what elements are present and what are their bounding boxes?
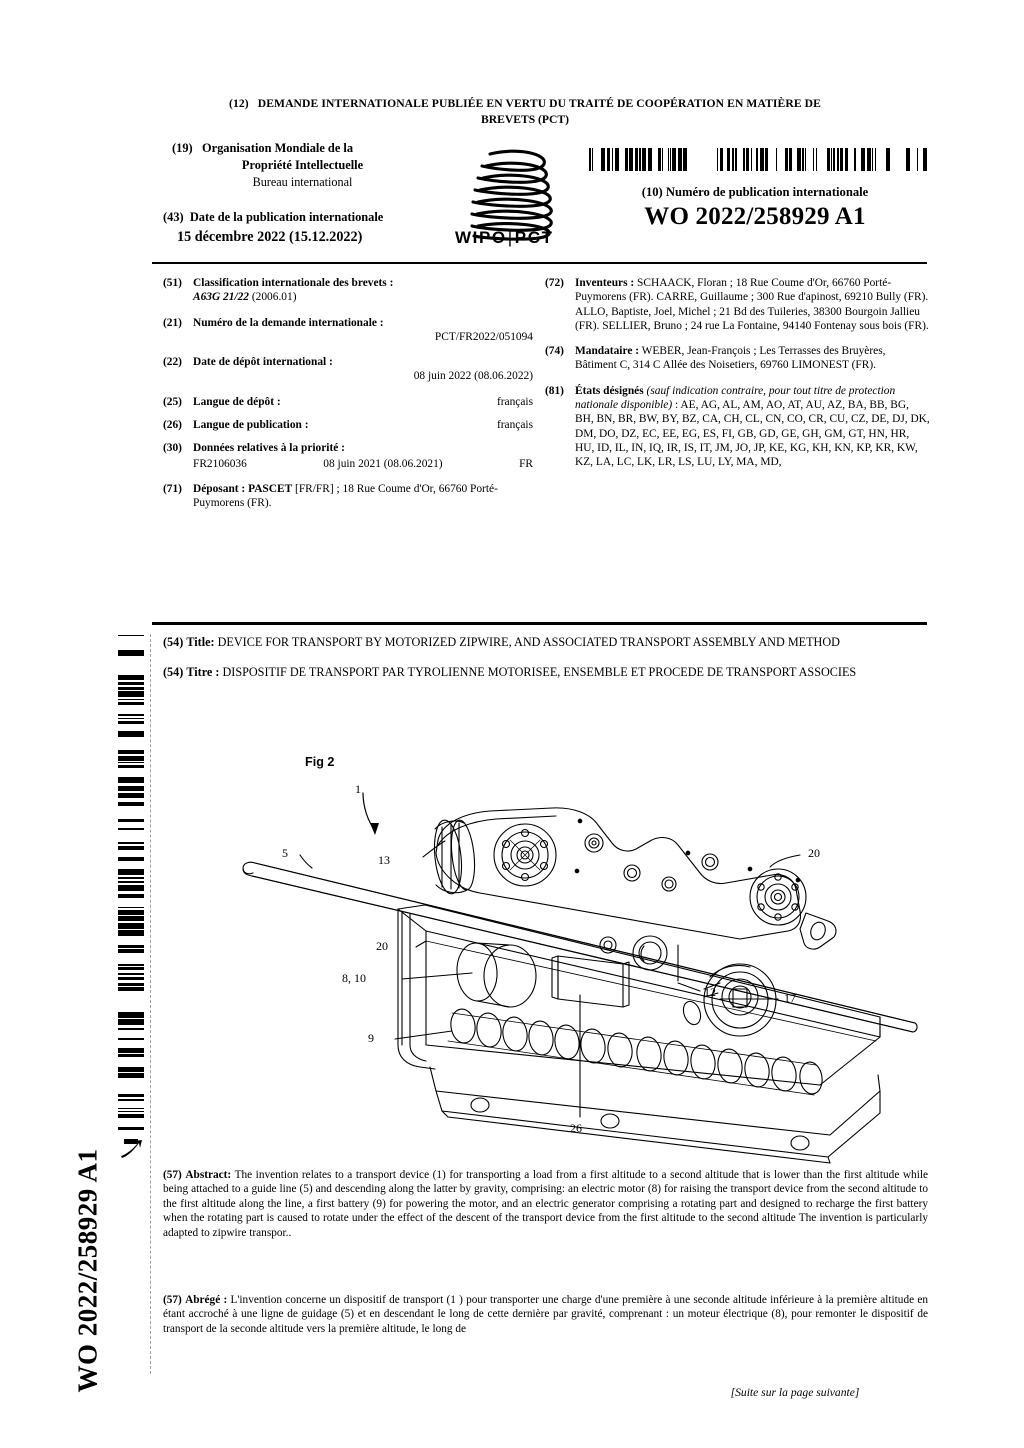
field-25-label: Langue de dépôt : [193, 395, 281, 408]
pct-word: PCT [514, 228, 554, 247]
figure-ref-26: 26 [570, 1121, 582, 1135]
abstract-french-number: (57) [163, 1294, 182, 1306]
field-72-label: Inventeurs : [575, 277, 635, 289]
vertical-publication-number: WO 2022/258929 A1 [72, 1148, 103, 1393]
field-30-label: Données relatives à la priorité : [193, 442, 345, 455]
field-74-label: Mandataire : [575, 345, 640, 358]
field-30-priority-date: 08 juin 2021 (08.06.2021) [323, 457, 443, 470]
field-81-designated-states [545, 384, 930, 470]
field-26-number: (26) [163, 419, 182, 432]
figure-ref-1: 1 [355, 782, 361, 796]
figure-ref-20-left: 20 [376, 939, 388, 953]
organisation-name-part1: Organisation Mondiale de la [201, 141, 354, 155]
field-71-number: (71) [163, 482, 182, 495]
wipo-pct-wordmark [455, 228, 585, 248]
field-51-ipc-version: (2006.01) [251, 291, 297, 304]
field-51-classification [163, 276, 533, 305]
field-51-number: (51) [163, 277, 182, 289]
field-71-applicant-address: [FR/FR] ; 18 Rue Coume d'Or, 66760 Porté-Puymorens (FR). [193, 482, 498, 510]
field-74-agent [545, 344, 930, 373]
field-81-colon: : [675, 399, 681, 412]
organisation-name-part2: Propriété Intellectuelle [241, 158, 364, 172]
title-french [163, 664, 928, 681]
field-25-value: français [496, 395, 533, 408]
wipo-word: WIPO [455, 228, 507, 247]
publication-date-value: 15 décembre 2022 (15.12.2022) [177, 229, 363, 245]
figure-ref-13: 13 [378, 853, 390, 867]
figure-ref-17: 17 [784, 991, 796, 1005]
publication-header-line2: BREVETS (PCT) [481, 113, 569, 126]
abstract-english-label: Abstract: [185, 1169, 232, 1181]
field-26-value: français [496, 419, 533, 432]
field-21-label: Numéro de la demande internationale : [193, 316, 384, 329]
header-code-19: (19) [172, 141, 193, 155]
field-30-priority-country: FR [519, 457, 533, 470]
abstract-english [163, 1168, 928, 1240]
field-74-agent-text: WEBER, Jean-François ; Les Terrasses des Bruyères, Bâtiment C, 314 C Allée des Noisetiers, 69760 LIMONEST (FR). [575, 345, 886, 372]
publication-header-line1 [150, 96, 900, 111]
field-21-value: PCT/FR2022/051094 [434, 330, 533, 343]
figure-ref-8-10: 8, 10 [342, 971, 366, 985]
field-71-applicant-name: PASCET [248, 482, 293, 495]
header-code-12: (12) [229, 97, 249, 110]
field-72-inventors-text: SCHAACK, Floran ; 18 Rue Coume d'Or, 66760 Porté-Puymorens (FR). CARRE, Guillaume ; 300 Rue d'apinost, 69210 Bully (FR). ALLO, Baptiste, Joel, Michel ; 21 Bd des Tuileries, 38300 Bourgoin Jallieu (FR). SELLIER, Bruno ; 24 rue La Fontaine, 94140 Fontenay sous bois (FR). [575, 277, 929, 332]
title-english [163, 634, 928, 651]
publication-date-block [163, 208, 448, 247]
title-section-divider-rule [152, 622, 927, 625]
title-french-number: (54) [163, 665, 184, 679]
body-guide-dashed-line [150, 634, 152, 1374]
wipo-separator: | [507, 228, 514, 247]
title-english-label: Title: [186, 635, 215, 649]
abstract-french [163, 1293, 928, 1336]
field-26-publication-language [163, 418, 533, 432]
organisation-bureau: Bureau international [252, 175, 353, 189]
field-71-applicant [163, 482, 533, 511]
field-51-ipc-code: A63G 21/22 [193, 291, 250, 304]
bibliographic-right-column [545, 276, 930, 481]
field-22-number: (22) [163, 356, 182, 369]
figure-drawing [180, 745, 920, 1165]
field-22-value: 08 juin 2022 (08.06.2022) [413, 370, 533, 383]
field-30-priority-data [163, 441, 533, 471]
figure-ref-9: 9 [368, 1031, 374, 1045]
abstract-french-text: L'invention concerne un dispositif de transport (1 ) pour transporter une charge d'une première à une seconde altitude inférieure à la première altitude en étant accroché à une ligne de guidage (5) et en descendant le long de cette dernière par gravité, comprenant : un moteur électrique (8), pour remonter le dispositif de transport de la seconde altitude vers la première altitude, le long de [163, 1294, 929, 1335]
field-72-inventors [545, 276, 930, 333]
field-21-number: (21) [163, 316, 182, 329]
publication-barcode [583, 148, 927, 171]
figure-ref-12: 12 [704, 985, 716, 999]
side-margin-barcode [118, 634, 144, 1132]
field-25-filing-language [163, 395, 533, 409]
figure-caption: Fig 2 [305, 755, 335, 769]
publication-number-label-text: Numéro de publication internationale [665, 185, 869, 199]
publication-date-label: Date de la publication internationale [189, 210, 384, 224]
field-22-filing-date [163, 355, 533, 384]
publication-date-label-row [163, 208, 448, 227]
patent-figure [180, 745, 920, 1165]
title-french-label: Titre : [186, 665, 220, 679]
field-81-states-list: AE, AG, AL, AM, AO, AT, AU, AZ, BA, BB, BG, BH, BN, BR, BW, BY, BZ, CA, CH, CL, CN, CO, CR, CU, CZ, DE, DJ, DK, DM, DO, DZ, EC, EE, EG, ES, FI, GB, GD, GE, GH, GM, GT, HN, HR, HU, ID, IL, IN, IQ, IR, IS, IT, JM, JO, JP, KE, KG, KH, KN, KP, KR, KW, KZ, LA, LC, LK, LR, LS, LU, LY, MA, MD, [575, 399, 930, 469]
header-title-text: DEMANDE INTERNATIONALE PUBLIÉE EN VERTU DU TRAITÉ DE COOPÉRATION EN MATIÈRE DE [257, 97, 821, 110]
figure-ref-5: 5 [282, 846, 288, 860]
abstract-english-number: (57) [163, 1169, 182, 1181]
title-english-text: DEVICE FOR TRANSPORT BY MOTORIZED ZIPWIRE, AND ASSOCIATED TRANSPORT ASSEMBLY AND METHOD [217, 635, 840, 649]
header-code-43: (43) [163, 210, 184, 224]
field-81-note: (sauf indication contraire, pour tout titre de protection nationale disponible) [575, 384, 896, 412]
continuation-note: [Suite sur la page suivante] [730, 1386, 860, 1399]
figure-ref-20-top: 20 [808, 846, 820, 860]
field-30-priority-number: FR2106036 [193, 457, 247, 470]
field-30-number: (30) [163, 442, 182, 455]
organisation-block [170, 140, 435, 191]
header-code-10: (10) [641, 185, 663, 199]
field-21-application-number [163, 316, 533, 345]
abstract-english-text: The invention relates to a transport device (1) for transporting a load from a first altitude to a second altitude that is lower than the first altitude while being attached to a guide line (5) and descending along the latter by gravity, comprising: an electric motor (8) for raising the transport device from the second altitude to the first altitude along the line, a first battery (9) for powering the motor, and an electric generator comprising a rotating part and designed to recharge the first battery when the rotating part is caused to rotate under the effect of the descent of the transport device from the first altitude to the second altitude The invention is particularly adapted to zipwire transpor.. [163, 1169, 928, 1239]
publication-number-label [583, 185, 927, 200]
field-81-number: (81) [545, 384, 564, 397]
side-margin-arrow-icon [118, 1136, 144, 1162]
organisation-line-1 [172, 140, 435, 157]
field-81-label: États désignés [575, 384, 644, 397]
header-divider-rule [152, 262, 927, 264]
field-26-label: Langue de publication : [193, 419, 309, 432]
field-51-label: Classification internationale des brevets : [193, 277, 394, 289]
field-74-number: (74) [545, 345, 564, 358]
field-71-label: Déposant : [193, 482, 246, 495]
bibliographic-left-column [163, 276, 533, 522]
field-25-number: (25) [163, 395, 182, 408]
abstract-french-label: Abrégé : [185, 1294, 228, 1306]
title-french-text: DISPOSITIF DE TRANSPORT PAR TYROLIENNE MOTORISEE, ENSEMBLE ET PROCEDE DE TRANSPORT ASSOCIES [222, 665, 857, 679]
title-english-number: (54) [163, 635, 184, 649]
title-block [163, 634, 928, 694]
field-72-number: (72) [545, 277, 564, 289]
publication-number: WO 2022/258929 A1 [644, 203, 866, 230]
field-22-label: Date de dépôt international : [193, 356, 333, 369]
